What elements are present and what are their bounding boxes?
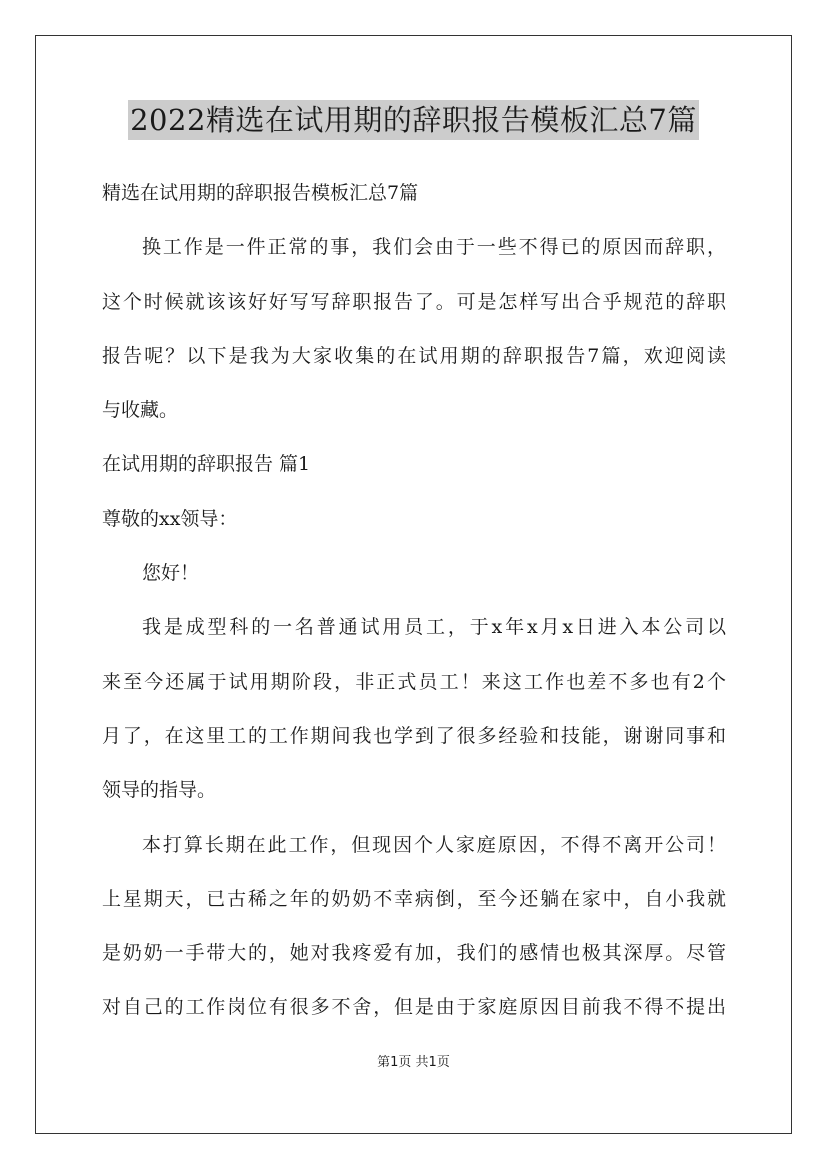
greeting: 您好！: [142, 562, 200, 585]
body-line: 我是成型科的一名普通试用员工，于x年x月x日进入本公司以: [142, 616, 726, 639]
document-title: 2022精选在试用期的辞职报告模板汇总7篇: [128, 100, 699, 140]
body-line: 月了，在这里工的工作期间我也学到了很多经验和技能，谢谢同事和: [102, 724, 726, 747]
salutation: 尊敬的xx领导：: [102, 507, 238, 530]
body-line: 本打算长期在此工作，但现因个人家庭原因，不得不离开公司！: [142, 833, 726, 856]
body-line: 与收藏。: [102, 399, 179, 422]
page-footer: 第1页 共1页: [377, 1055, 450, 1070]
body-line: 领导的指导。: [102, 779, 217, 802]
body-line: 上星期天，已古稀之年的奶奶不幸病倒，至今还躺在家中，自小我就: [102, 887, 726, 910]
body-line: 来至今还属于试用期阶段，非正式员工！来这工作也差不多也有2个: [102, 670, 726, 693]
body-line: 换工作是一件正常的事，我们会由于一些不得已的原因而辞职，: [142, 236, 726, 259]
document-body: [102, 166, 726, 1035]
body-line: 这个时候就该该好好写写辞职报告了。可是怎样写出合乎规范的辞职: [102, 290, 726, 313]
body-line: 是奶奶一手带大的，她对我疼爱有加，我们的感情也极其深厚。尽管: [102, 942, 726, 965]
section-heading: 在试用期的辞职报告 篇1: [102, 453, 311, 476]
body-line: 报告呢？以下是我为大家收集的在试用期的辞职报告7篇，欢迎阅读: [102, 344, 726, 367]
subtitle-line: 精选在试用期的辞职报告模板汇总7篇: [102, 182, 419, 204]
title-area: [0, 100, 827, 140]
body-line: 对自己的工作岗位有很多不舍，但是由于家庭原因目前我不得不提出: [102, 996, 726, 1019]
